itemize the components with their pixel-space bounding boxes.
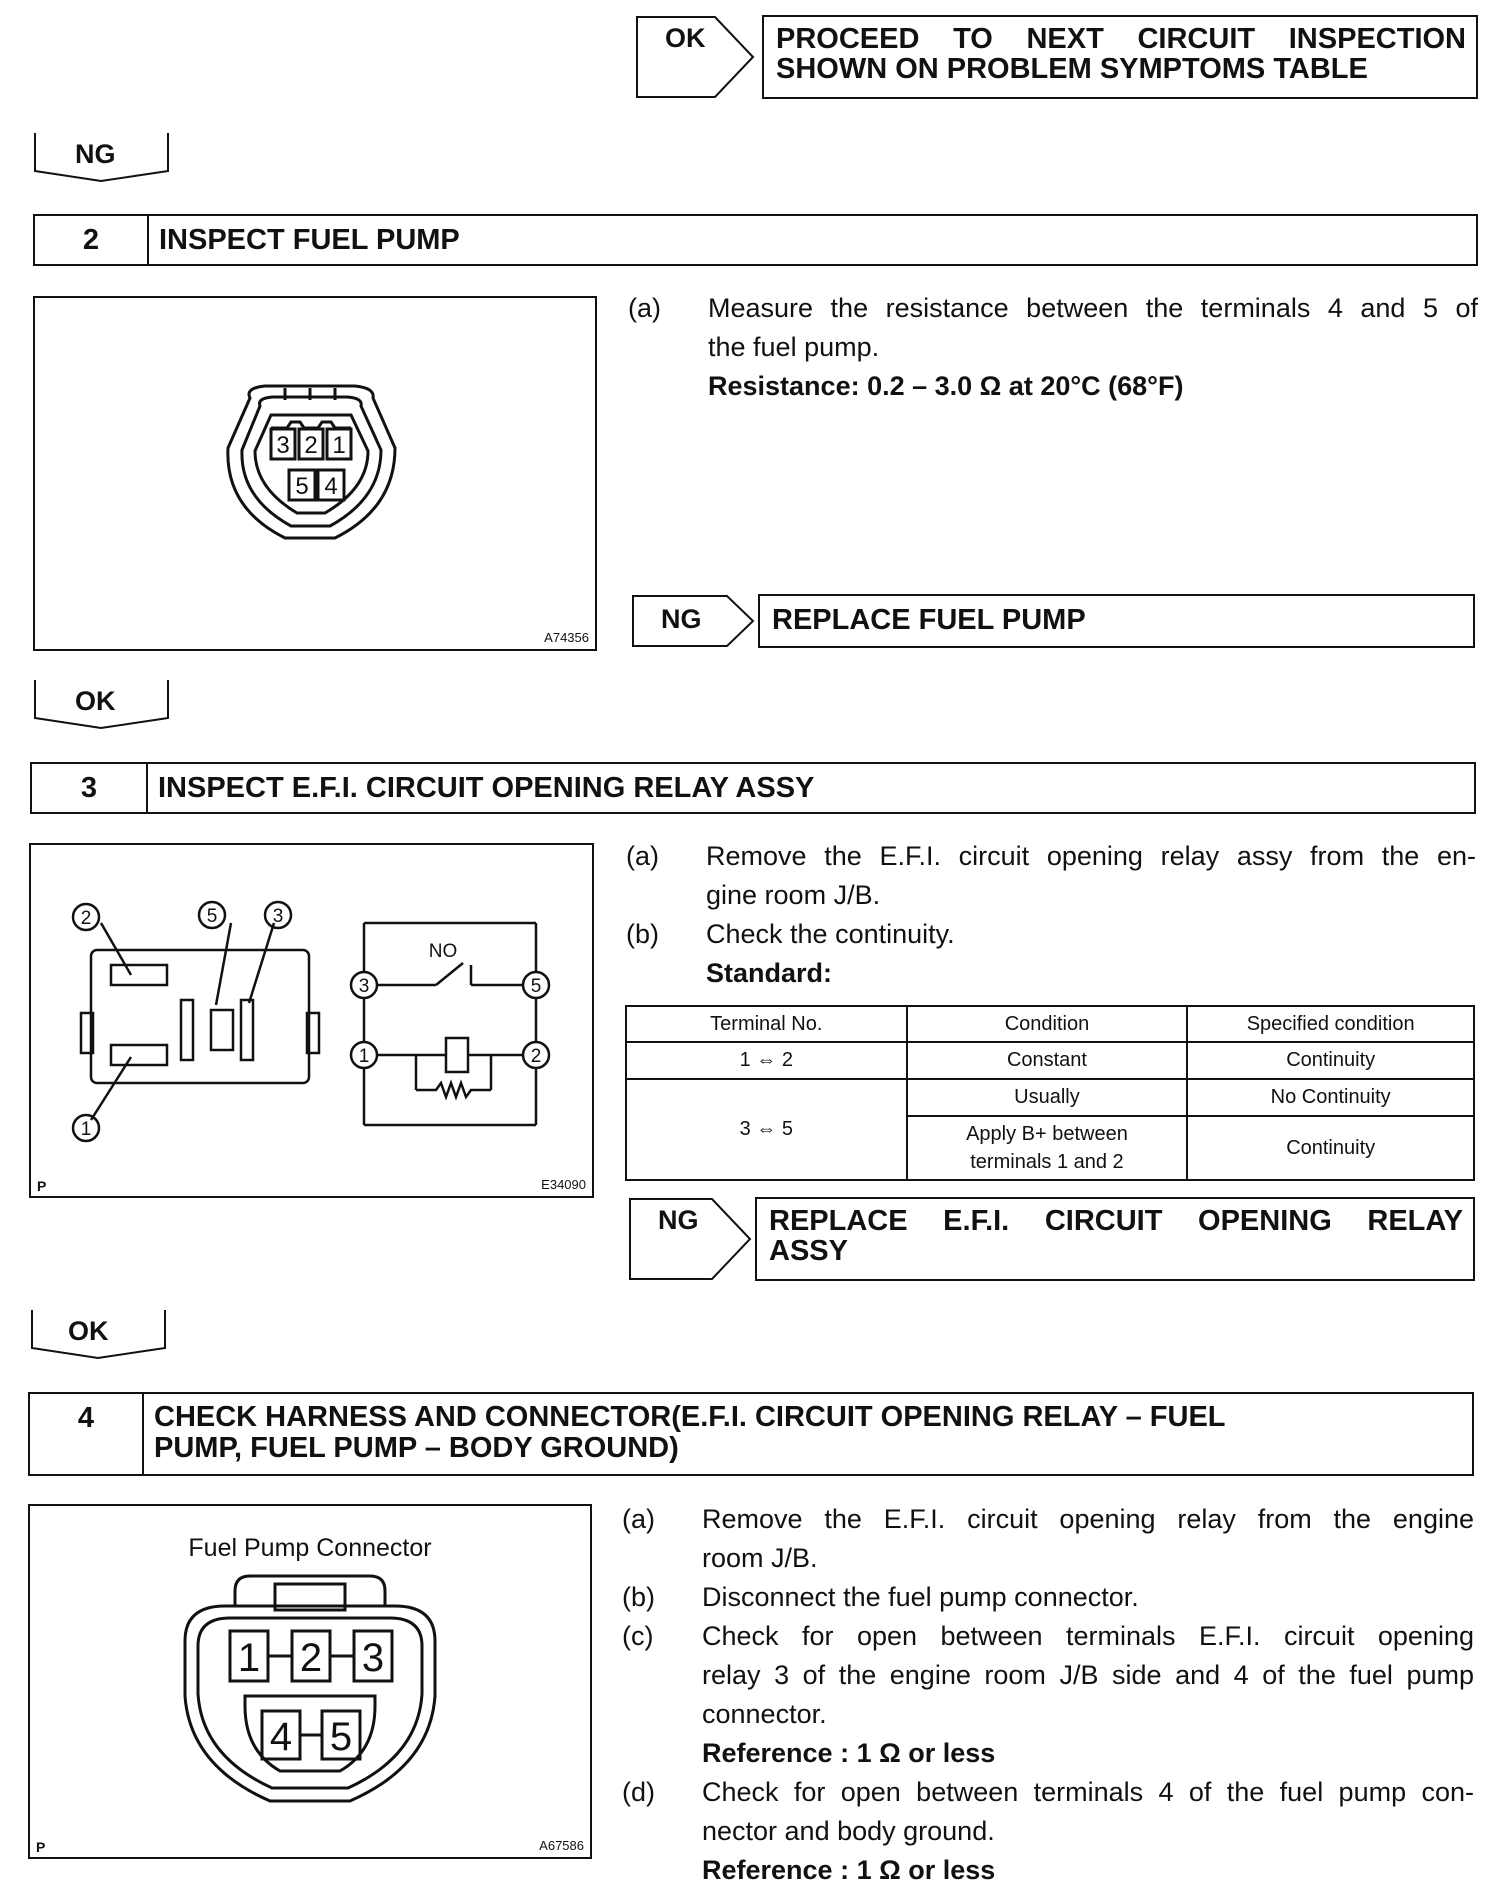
step3-title: INSPECT E.F.I. CIRCUIT OPENING RELAY ASSY	[158, 772, 815, 804]
step3-ng-label: NG	[658, 1205, 699, 1235]
relay-diagram	[31, 845, 592, 1195]
table-cell: Continuity	[1187, 1116, 1474, 1180]
step3-para-a-line1: Remove the E.F.I. circuit opening relay assy from the en-	[706, 841, 1476, 871]
schem-pin-5: 5	[530, 976, 542, 997]
pump-pin-2: 2	[304, 432, 318, 459]
table-cell: Constant	[907, 1042, 1188, 1079]
step4-para-c	[622, 1617, 1474, 1777]
step4-para-c-line1: Check for open between terminals E.F.I. circuit opening	[702, 1621, 1474, 1651]
step3-ng-tag	[628, 1197, 752, 1281]
ok-flow-tag-2	[33, 678, 170, 730]
step4-para-d-spec: Reference : 1 Ω or less	[702, 1855, 996, 1885]
step2-ng-tag	[631, 594, 755, 648]
step3-ng-action-line1: REPLACE E.F.I. CIRCUIT OPENING RELAY	[769, 1205, 1463, 1237]
schem-pin-2: 2	[530, 1046, 542, 1067]
step3-para-b-line1: Check the continuity.	[706, 919, 955, 949]
schem-pin-3: 3	[358, 976, 370, 997]
step2-para-a-line1: Measure the resistance between the terminals 4 and 5 of	[708, 293, 1478, 323]
step3-header	[30, 762, 1476, 814]
step4-para-a-label: (a)	[622, 1504, 655, 1534]
table-cell-apply-line2: terminals 1 and 2	[970, 1151, 1124, 1173]
step4-number: 4	[77, 1402, 95, 1434]
relay-pin-2: 2	[80, 908, 92, 929]
step4-para-c-line2: relay 3 of the engine room J/B side and 4 of the fuel pump	[702, 1660, 1474, 1690]
step3-standard-label: Standard:	[706, 958, 833, 988]
ng-flow-tag-1	[33, 131, 170, 183]
step4-title-line1: CHECK HARNESS AND CONNECTOR(E.F.I. CIRCUIT OPENING RELAY – FUEL	[154, 1401, 1226, 1433]
step2-header	[33, 214, 1478, 266]
top-ok-action-box	[762, 15, 1478, 99]
step4-header	[28, 1392, 1474, 1476]
step3-figure-code: E34090	[541, 1177, 586, 1192]
step2-spec: Resistance: 0.2 – 3.0 Ω at 20°C (68°F)	[708, 371, 1184, 401]
step3-number: 3	[80, 772, 98, 804]
fuel-pump-connector-diagram	[35, 298, 595, 648]
ok-flow-label-2: OK	[75, 686, 116, 716]
step2-para-a-line2: the fuel pump.	[708, 332, 880, 362]
step2-ng-action-box	[758, 594, 1475, 648]
pump-pin-3: 3	[276, 432, 290, 459]
table-cell: 1 ⇔ 2	[626, 1042, 907, 1079]
fuel-pump-connector-caption: Fuel Pump Connector	[188, 1534, 432, 1562]
step3-para-a-label: (a)	[626, 841, 659, 871]
relay-pin-5: 5	[206, 906, 218, 927]
step4-para-d-label: (d)	[622, 1777, 655, 1807]
step3-figure-corner: P	[37, 1178, 47, 1194]
step3-ng-action-box	[755, 1197, 1475, 1281]
relay-pin-3: 3	[272, 906, 284, 927]
connector-pin-2: 2	[299, 1636, 323, 1680]
top-ok-label: OK	[665, 23, 706, 53]
top-ok-action-line2: SHOWN ON PROBLEM SYMPTOMS TABLE	[776, 53, 1368, 85]
step3-para-a-line2: gine room J/B.	[706, 880, 881, 910]
step2-para-a	[628, 289, 1478, 409]
top-ok-tag	[635, 15, 755, 99]
step2-ng-action: REPLACE FUEL PUMP	[772, 604, 1086, 636]
continuity-table	[625, 1005, 1475, 1181]
step2-figure-code: A74356	[544, 630, 589, 645]
step4-para-b	[622, 1578, 1474, 1618]
table-cell: Continuity	[1187, 1042, 1474, 1079]
step4-para-c-line3: connector.	[702, 1699, 827, 1729]
relay-pin-1: 1	[80, 1119, 92, 1140]
table-header-terminal: Terminal No.	[626, 1006, 907, 1042]
top-ok-action-line1: PROCEED TO NEXT CIRCUIT INSPECTION	[776, 23, 1466, 55]
table-header-condition: Condition	[907, 1006, 1188, 1042]
step2-title: INSPECT FUEL PUMP	[159, 224, 460, 256]
step3-para-b	[626, 915, 1476, 995]
step4-figure	[28, 1504, 592, 1859]
step4-para-d	[622, 1773, 1474, 1893]
connector-pin-5: 5	[329, 1715, 353, 1759]
step2-ng-label: NG	[661, 604, 702, 634]
step3-para-a	[626, 837, 1476, 917]
step4-para-b-line1: Disconnect the fuel pump connector.	[702, 1582, 1139, 1612]
table-cell: 3 ⇔ 5	[626, 1079, 907, 1180]
step3-para-b-label: (b)	[626, 919, 659, 949]
step4-para-a	[622, 1500, 1474, 1580]
ok-flow-tag-3	[30, 1308, 167, 1360]
schem-pin-1: 1	[358, 1046, 370, 1067]
step4-para-d-line1: Check for open between terminals 4 of the fuel pump con-	[702, 1777, 1474, 1807]
table-cell: No Continuity	[1187, 1079, 1474, 1116]
table-cell: Usually	[907, 1079, 1188, 1116]
step3-ng-action-line2: ASSY	[769, 1235, 848, 1267]
step4-para-a-line1: Remove the E.F.I. circuit opening relay from the engine	[702, 1504, 1474, 1534]
connector-pin-4: 4	[269, 1715, 293, 1759]
step4-para-c-spec: Reference : 1 Ω or less	[702, 1738, 996, 1768]
step4-title-line2: PUMP, FUEL PUMP – BODY GROUND)	[154, 1432, 679, 1464]
step4-figure-corner: P	[36, 1839, 46, 1855]
pump-pin-5: 5	[295, 473, 309, 500]
step4-para-d-line2: nector and body ground.	[702, 1816, 995, 1846]
fuel-pump-connector-face	[30, 1506, 590, 1856]
step2-figure	[33, 296, 597, 651]
step4-para-a-line2: room J/B.	[702, 1543, 818, 1573]
step3-figure	[29, 843, 594, 1198]
table-cell-apply-line1: Apply B+ between	[966, 1123, 1128, 1145]
connector-pin-1: 1	[237, 1636, 261, 1680]
table-cell-apply	[907, 1116, 1188, 1180]
step4-para-c-label: (c)	[622, 1621, 654, 1651]
schem-no-label: NO	[428, 941, 458, 962]
step4-para-b-label: (b)	[622, 1582, 655, 1612]
pump-pin-4: 4	[324, 473, 338, 500]
connector-pin-3: 3	[361, 1636, 385, 1680]
step2-number: 2	[82, 224, 100, 256]
step4-figure-code: A67586	[539, 1838, 584, 1853]
step2-para-a-label: (a)	[628, 293, 661, 323]
ok-flow-label-3: OK	[68, 1316, 109, 1346]
ng-flow-label-1: NG	[75, 139, 116, 169]
pump-pin-1: 1	[332, 432, 346, 459]
table-header-spec: Specified condition	[1187, 1006, 1474, 1042]
